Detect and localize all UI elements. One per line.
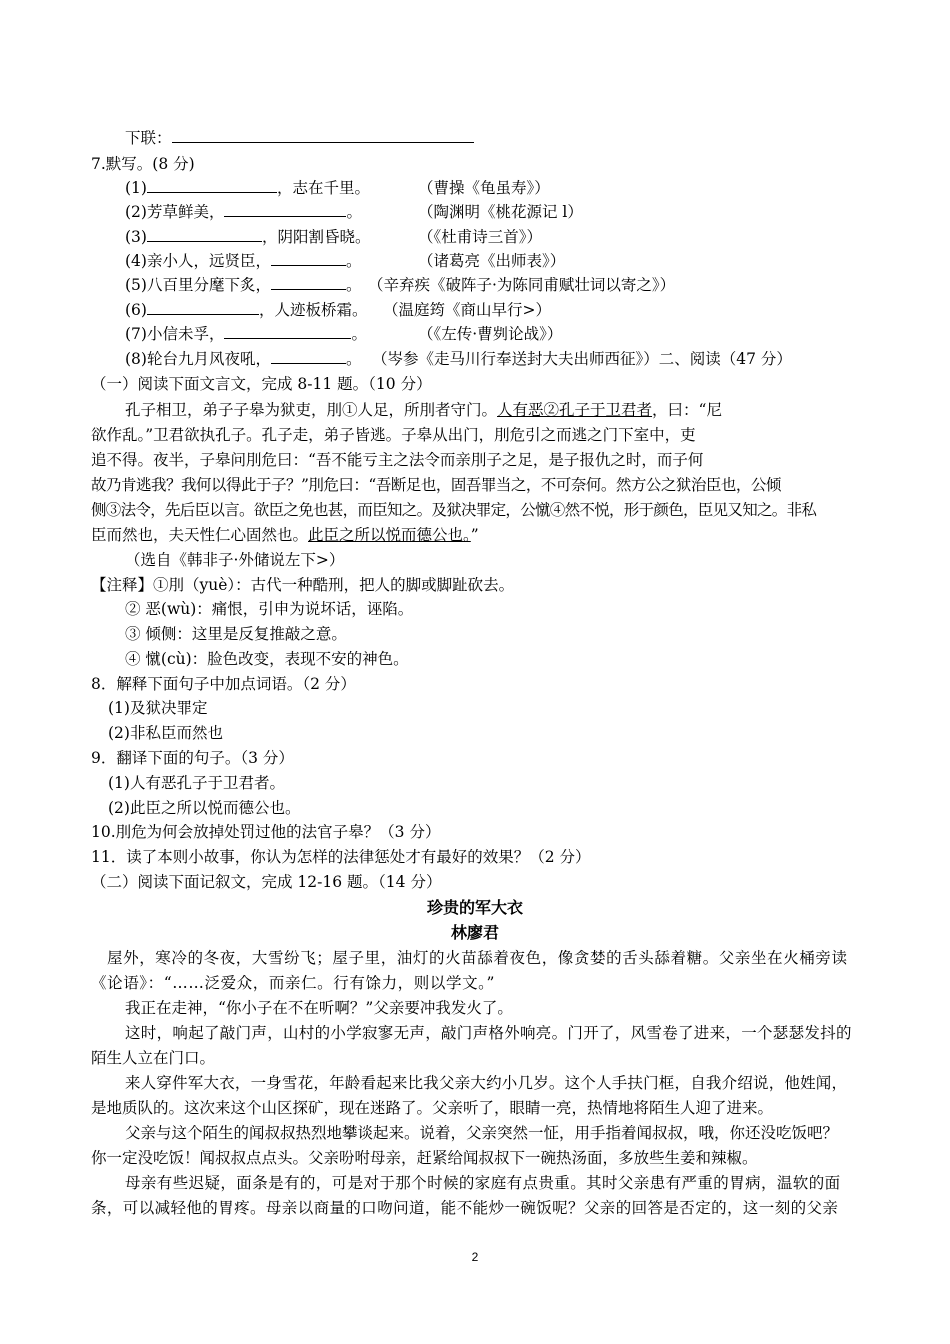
q7-line-2-post: 。 xyxy=(346,203,362,221)
q7-line-1-source: （曹操《龟虽寿》） xyxy=(418,179,550,197)
q7-blank-3 xyxy=(147,227,262,242)
story-line-6: 来人穿件军大衣，一身雪花，年龄看起来比我父亲大约小几岁。这个人手扶门框，自我介绍说，他姓闻， xyxy=(125,1074,848,1092)
q7-line-3-source: （《杜甫诗三首》） xyxy=(418,228,543,246)
q7-line-5 xyxy=(125,275,361,295)
q7-title: 7.默写。(8 分) xyxy=(91,155,195,173)
question-9-1: (1)人有恶孔子于卫君者。 xyxy=(108,774,285,792)
xialian-blank xyxy=(172,128,474,143)
story-line-2: 《论语》：“……泛爱众，而亲仁。行有馀力，则以学文。” xyxy=(91,974,496,992)
reading1-para-line-5: 侧③法令，先后臣以言。欲臣之免也甚，而臣知之。及狱决罪定，公憱④然不悦，形于颜色，臣见又知之。非私 xyxy=(91,501,817,519)
q7-line-1 xyxy=(125,178,370,198)
question-9: 9．翻译下面的句子。（3 分） xyxy=(91,749,294,767)
q7-line-6 xyxy=(125,300,367,320)
q7-blank-6 xyxy=(147,300,259,315)
q7-line-7-source: （《左传·曹刿论战》） xyxy=(418,325,563,343)
question-8-1: (1)及狱决罪定 xyxy=(108,699,208,717)
q7-blank-4 xyxy=(271,251,346,266)
reading1-para-line-1 xyxy=(125,400,722,420)
reading1-text-1b: ，曰：“尼 xyxy=(652,401,722,419)
q7-blank-8 xyxy=(271,349,346,364)
question-8-2: (2)非私臣而然也 xyxy=(108,724,223,742)
story-line-9: 你一定没吃饭！闻叔叔点点头。父亲吩咐母亲，赶紧给闻叔叔下一碗热汤面，多放些生姜和辣椒。 xyxy=(91,1149,758,1167)
story-line-7: 是地质队的。这次来这个山区探矿，现在迷路了。父亲听了，眼睛一亮，热情地将陌生人迎了进来。 xyxy=(91,1099,774,1117)
q7-line-5-source: （辛弃疾《破阵子·为陈同甫赋壮词以寄之》） xyxy=(368,276,676,294)
xialian-label: 下联： xyxy=(125,129,172,147)
q7-line-8-pre: (8)轮台九月风夜吼， xyxy=(125,350,271,368)
reading2-heading: （二）阅读下面记叙文，完成 12-16 题。（14 分） xyxy=(91,873,442,891)
q7-blank-1 xyxy=(147,178,277,193)
q7-line-1-pre: (1) xyxy=(125,179,147,197)
reading1-underlined-2: 此臣之所以悦而德公也。 xyxy=(308,526,471,544)
q7-line-4-post: 。 xyxy=(345,252,362,270)
q7-line-4-source: （诸葛亮《出师表》） xyxy=(418,252,566,270)
question-8: 8．解释下面句子中加点词语。（2 分） xyxy=(91,675,356,693)
q7-blank-5 xyxy=(271,275,346,290)
q7-line-7-pre: (7)小信未孚， xyxy=(125,325,225,343)
q7-line-3-post: ，阴阳割昏晓。 xyxy=(261,228,371,246)
reading1-note-2: ② 恶(wù)：痛恨，引申为说坏话，诬陷。 xyxy=(125,600,414,618)
question-9-2: (2)此臣之所以悦而德公也。 xyxy=(108,799,301,817)
q7-line-4-pre: (4)亲小人，远贤臣， xyxy=(125,252,271,270)
q7-line-8 xyxy=(125,349,361,369)
reading1-para-line-4: 故乃肯逃我？我何以得此于子？”刖危曰：“吾断足也，固吾罪当之，不可奈何。然方公之狱治臣也，公倾 xyxy=(91,476,781,494)
q7-line-3 xyxy=(125,227,370,247)
q7-line-1-post: ，志在千里。 xyxy=(276,179,370,197)
q7-line-2-source: （陶渊明《桃花源记 l） xyxy=(418,203,583,221)
story-line-3: 我正在走神，“你小子在不在听啊？”父亲要冲我发火了。 xyxy=(125,999,513,1017)
q7-line-6-source: （温庭筠《商山早行>） xyxy=(383,301,551,319)
reading1-underlined-1: 人有恶②孔子于卫君者 xyxy=(497,401,653,419)
story-author: 林廖君 xyxy=(450,923,499,942)
q7-line-6-post: ，人迹板桥霜。 xyxy=(258,301,368,319)
reading1-note-4: ④ 憱(cù)：脸色改变，表现不安的神色。 xyxy=(125,650,409,668)
q7-line-5-pre: (5)八百里分麾下炙， xyxy=(125,276,271,294)
story-line-11: 条，可以减轻他的胃疼。母亲以商量的口吻问道，能不能炒一碗饭呢？父亲的回答是否定的，这一刻的父亲 xyxy=(91,1199,839,1217)
story-line-4: 这时，响起了敲门声，山村的小学寂寥无声，敲门声格外响亮。门开了，风雪卷了进来，一个瑟瑟发抖的 xyxy=(125,1024,852,1042)
q7-line-8-source: （岑参《走马川行奉送封大夫出师西征》）二、阅读（47 分） xyxy=(372,350,792,368)
reading1-para-line-6 xyxy=(91,525,479,545)
q7-line-2-pre: (2)芳草鲜美， xyxy=(125,203,225,221)
q7-line-8-post: 。 xyxy=(345,350,362,368)
q7-line-5-post: 。 xyxy=(345,276,362,294)
reading1-note-3: ③ 倾侧：这里是反复推敲之意。 xyxy=(125,625,347,643)
reading1-source: （选自《韩非子·外储说左下>） xyxy=(125,551,345,569)
reading1-para-line-3: 追不得。夜半，子皋问刖危曰：“吾不能亏主之法令而亲刖子之足，是子报仇之时，而子何 xyxy=(91,451,704,469)
reading1-heading: （一）阅读下面文言文，完成 8-11 题。（10 分） xyxy=(91,375,432,393)
q7-line-4 xyxy=(125,251,361,271)
reading1-para-line-2: 欲作乱。”卫君欲执孔子。孔子走，弟子皆逃。子皋从出门，刖危引之而逃之门下室中，吏 xyxy=(91,426,696,444)
q7-line-7 xyxy=(125,324,367,344)
q7-line-3-pre: (3) xyxy=(125,228,147,246)
question-11: 11．读了本则小故事，你认为怎样的法律惩处才有最好的效果？（2 分） xyxy=(91,848,591,866)
q7-line-7-post: 。 xyxy=(351,325,367,343)
story-line-1: 屋外，寒冷的冬夜，大雪纷飞；屋子里，油灯的火苗舔着夜色，像贪婪的舌头舔着糖。父亲坐在火桶旁读 xyxy=(107,949,848,967)
reading1-note-1: 【注释】①刖（yuè）：古代一种酷刑，把人的脚或脚趾砍去。 xyxy=(91,576,515,594)
story-title: 珍贵的军大衣 xyxy=(426,898,523,917)
reading1-text-6b: ” xyxy=(470,526,479,544)
story-line-5: 陌生人立在门口。 xyxy=(91,1049,216,1067)
story-line-10: 母亲有些迟疑，面条是有的，可是对于那个时候的家庭有点贵重。其时父亲患有严重的胃病，温软的面 xyxy=(125,1174,841,1192)
reading1-text-1a: 孔子相卫，弟子子皋为狱吏，刖①人足，所刖者守门。 xyxy=(125,401,498,419)
q7-blank-7 xyxy=(224,324,351,339)
q7-blank-2 xyxy=(224,202,346,217)
reading1-text-6a: 臣而然也，夫天性仁心固然也。 xyxy=(91,526,309,544)
xialian-line xyxy=(125,128,474,148)
question-10: 10.刖危为何会放掉处罚过他的法官子皋？（3 分） xyxy=(91,823,441,841)
story-line-8: 父亲与这个陌生的闻叔叔热烈地攀谈起来。说着，父亲突然一怔，用手指着闻叔叔，哦，你还没吃饭吧？ xyxy=(125,1124,839,1142)
q7-line-2 xyxy=(125,202,362,222)
q7-line-6-pre: (6) xyxy=(125,301,147,319)
page-number: 2 xyxy=(471,1250,479,1264)
